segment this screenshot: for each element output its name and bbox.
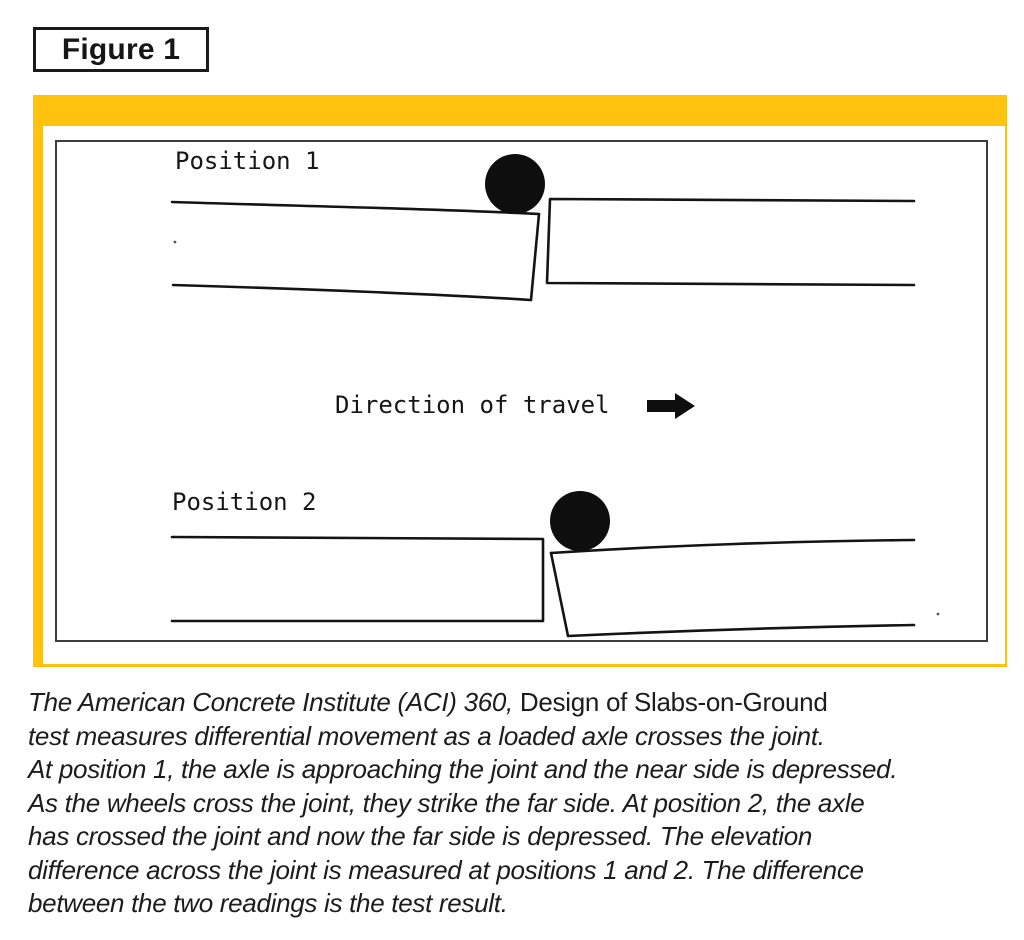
caption-roman-title: Design of Slabs-on-Ground (519, 687, 828, 717)
position2-label: Position 2 (172, 488, 317, 516)
joint-test-diagram (57, 142, 986, 640)
position1-label: Position 1 (175, 147, 320, 175)
caption-italic-citation: The American Concrete Institute (ACI) 360, (28, 687, 513, 717)
caption-line: test measures differential movement as a loaded axle crosses the joint. (28, 720, 825, 751)
figure-number-label: Figure 1 (61, 32, 181, 66)
pos1-left-slab-top-edge (172, 202, 539, 214)
caption-line: has crossed the joint and now the far side is depressed. The elevation (28, 821, 813, 851)
scan-speck (174, 241, 177, 244)
pos1-left-slab-bottom-edge (173, 285, 531, 300)
pos1-right-slab-outline (547, 199, 914, 285)
caption-line: At position 1, the axle is approaching the joint and the near side is depressed. (28, 754, 898, 784)
caption-line (28, 686, 1003, 720)
figure-number-box (33, 27, 209, 72)
figure-frame (33, 95, 1007, 667)
pos1-wheel-icon (485, 154, 545, 214)
caption-line: difference across the joint is measured at positions 1 and 2. The difference (28, 854, 864, 885)
direction-arrow-icon (647, 393, 695, 419)
pos2-left-slab-outline (172, 537, 543, 621)
direction-of-travel-label: Direction of travel (335, 391, 610, 419)
pos2-wheel-icon (550, 491, 610, 551)
pos2-right-slab-bottom-edge (568, 625, 914, 636)
pos2-right-slab-top-edge (551, 540, 914, 553)
caption-line: As the wheels cross the joint, they strike the far side. At position 2, the axle (28, 787, 865, 818)
pos2-right-slab-joint-face (551, 553, 568, 636)
figure-caption (28, 686, 1003, 921)
caption-line: between the two readings is the test result. (28, 888, 508, 918)
scan-speck (937, 613, 940, 616)
diagram-box (55, 140, 988, 642)
pos1-left-slab-joint-face (531, 214, 539, 300)
